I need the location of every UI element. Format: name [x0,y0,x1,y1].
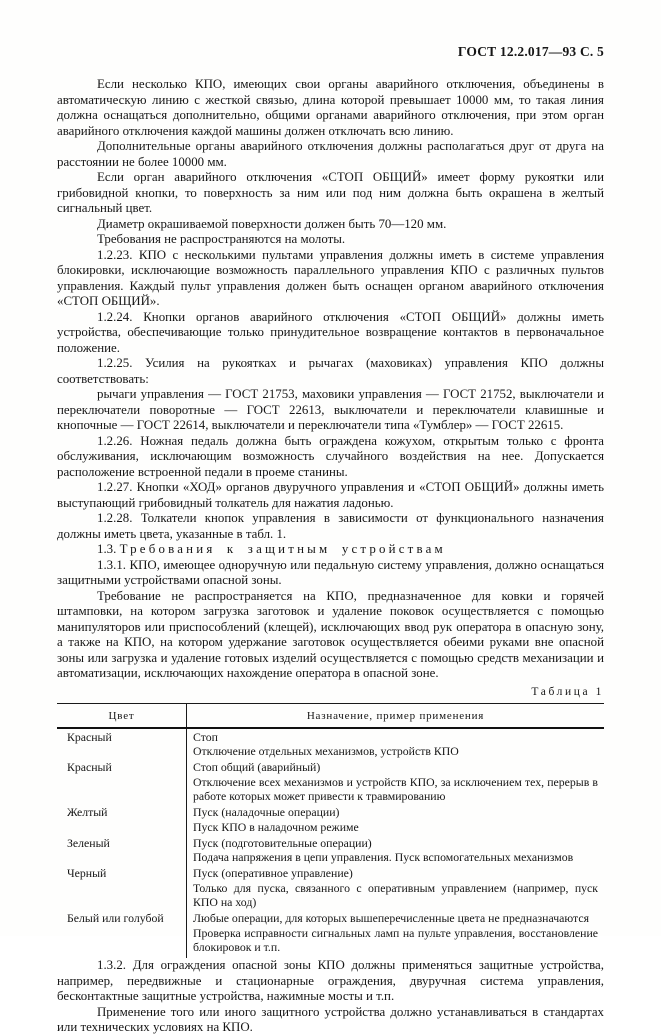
purpose-line: Пуск (подготовительные операции) [193,835,372,850]
column-header-purpose: Назначение, пример применения [186,704,604,727]
paragraph: Требование не распространяется на КПО, предназначенное для ковки и горячей штамповки, на котором загрузка заготовок и удаление поковок осуществляется с помощью манипуляторов или приспособлений (клещей), исключающих ввод рук оператора в опасную зону, а также на КПО, на котором удержание заготовок осуществляется обеими руками вне опасной зоны или загрузка и удаление готовых изделий осуществляется с помощью средств механизации и автоматизации, исключающих нахождение оператора в опасной зоне. [57,588,604,680]
document-body [57,77,604,1036]
paragraph-1-3-2: 1.3.2. Для ограждения опасной зоны КПО должны применяться защитные устройства, например, передвижные и стационарные ограждения, двуручная система управления, бесконтактные защитные устройства, нажимные мосты и т.п. [57,958,604,1004]
cell-purpose [186,759,604,804]
paragraph: Если орган аварийного отключения «СТОП ОБЩИЙ» имеет форму рукоятки или грибовидной кнопки, то поверхность за ним или под ним должна быть окрашена в желтый сигнальный цвет. [57,170,604,215]
table-row [57,835,604,866]
paragraph-1-2-28: 1.2.28. Толкатели кнопок управления в зависимости от функционального назначения должны иметь цвета, указанные в табл. 1. [57,511,604,541]
cell-color: Желтый [67,805,108,820]
table-row [57,759,604,804]
purpose-line: Пуск (оперативное управление) [193,866,353,881]
table-caption: Таблица 1 [531,685,604,698]
paragraph: Дополнительные органы аварийного отключения должны располагаться друг от друга на расстоянии не более 10000 мм. [57,139,604,169]
application-line: Только для пуска, связанного с оперативным управлением (например, пуск КПО на ход) [193,880,598,910]
paragraph-1-2-27: 1.2.27. Кнопки «ХОД» органов двуручного управления и «СТОП ОБЩИЙ» должны иметь выступающий грибовидный толкатель для нажатия ладонью. [57,480,604,510]
cell-purpose [186,910,604,958]
purpose-line: Пуск (наладочные операции) [193,805,340,820]
color-purpose-table [57,703,604,959]
paragraph: Диаметр окрашиваемой поверхности должен быть 70—120 мм. [97,216,447,231]
paragraph: Требования не распространяются на молоты. [97,232,346,246]
table-row [57,804,604,835]
table-row [57,910,604,958]
paragraph: Применение того или иного защитного устройства должно устанавливаться в стандартах или технических условиях на КПО. [57,1004,604,1035]
application-line: Проверка исправности сигнальных ламп на пульте управления, восстановление блокировок и т.п. [193,925,598,954]
cell-purpose [186,729,604,760]
purpose-line: Стоп общий (аварийный) [193,760,321,775]
cell-purpose [186,865,604,910]
purpose-line: Стоп [193,729,218,744]
paragraph-1-2-25: 1.2.25. Усилия на рукоятках и рычагах (маховиках) управления КПО должны соответствовать: [57,356,604,386]
table-row [57,865,604,910]
cell-purpose [186,804,604,835]
application-line: Пуск КПО в наладочном режиме [193,819,359,834]
cell-color: Черный [67,866,107,881]
cell-color: Зеленый [67,835,110,850]
application-line: Отключение всех механизмов и устройств КПО, за исключением тех, перерыв в работе которых может привести к травмированию [193,774,598,803]
cell-purpose [186,835,604,866]
section-title: Требования к защитным устройствам [119,542,446,556]
table-row [57,729,604,760]
page-header: ГОСТ 12.2.017—93 С. 5 [457,44,604,59]
section-number: 1.3. [97,542,117,556]
application-line: Подача напряжения в цепи управления. Пуск вспомогательных механизмов [193,850,574,865]
table-header-row [57,704,604,729]
paragraph-1-3-1: 1.3.1. КПО, имеющее одноручную или педальную систему управления, должно оснащаться защитными устройствами опасной зоны. [57,557,604,587]
paragraph-1-2-23: 1.2.23. КПО с несколькими пультами управления должны иметь в системе управления блокировки, исключающие возможность параллельного управления КПО с различных пультов управления. Каждый пульт управления должен быть оснащен органом аварийного отключения «СТОП ОБЩИЙ». [57,247,604,308]
purpose-line: Любые операции, для которых вышеперечисленные цвета не предназначаются [193,911,590,926]
application-line: Отключение отдельных механизмов, устройств КПО [193,744,459,759]
cell-color: Красный [67,760,112,775]
cell-color: Красный [67,729,112,744]
column-header-color: Цвет [108,709,135,722]
paragraph-1-2-26: 1.2.26. Ножная педаль должна быть ограждена кожухом, открытым только с фронта обслуживания, исключающим возможность случайного воздействия на нее. Допускается расположение встроенной педали в проеме станины. [57,433,604,479]
section-heading-1-3 [57,542,604,558]
paragraph: Если несколько КПО, имеющих свои органы аварийного отключения, объединены в автоматическую линию с жесткой связью, длина которой превышает 10000 мм, то такая линия должна оснащаться дополнительно, общими органами аварийного отключения, при этом орган аварийного отключения каждой машины должен отключать всю линию. [57,77,604,138]
cell-color: Белый или голубой [67,911,164,926]
paragraph-1-2-24: 1.2.24. Кнопки органов аварийного отключения «СТОП ОБЩИЙ» должны иметь устройства, обеспечивающие только принудительное возвращение контактов в первоначальное положение. [57,309,604,355]
paragraph: рычаги управления — ГОСТ 21753, маховики управления — ГОСТ 21752, выключатели и переключатели поворотные — ГОСТ 22613, выключатели и переключатели клавишные и кнопочные — ГОСТ 22614, выключатели и переключатели типа «Тумблер» — ГОСТ 22615. [57,387,604,432]
